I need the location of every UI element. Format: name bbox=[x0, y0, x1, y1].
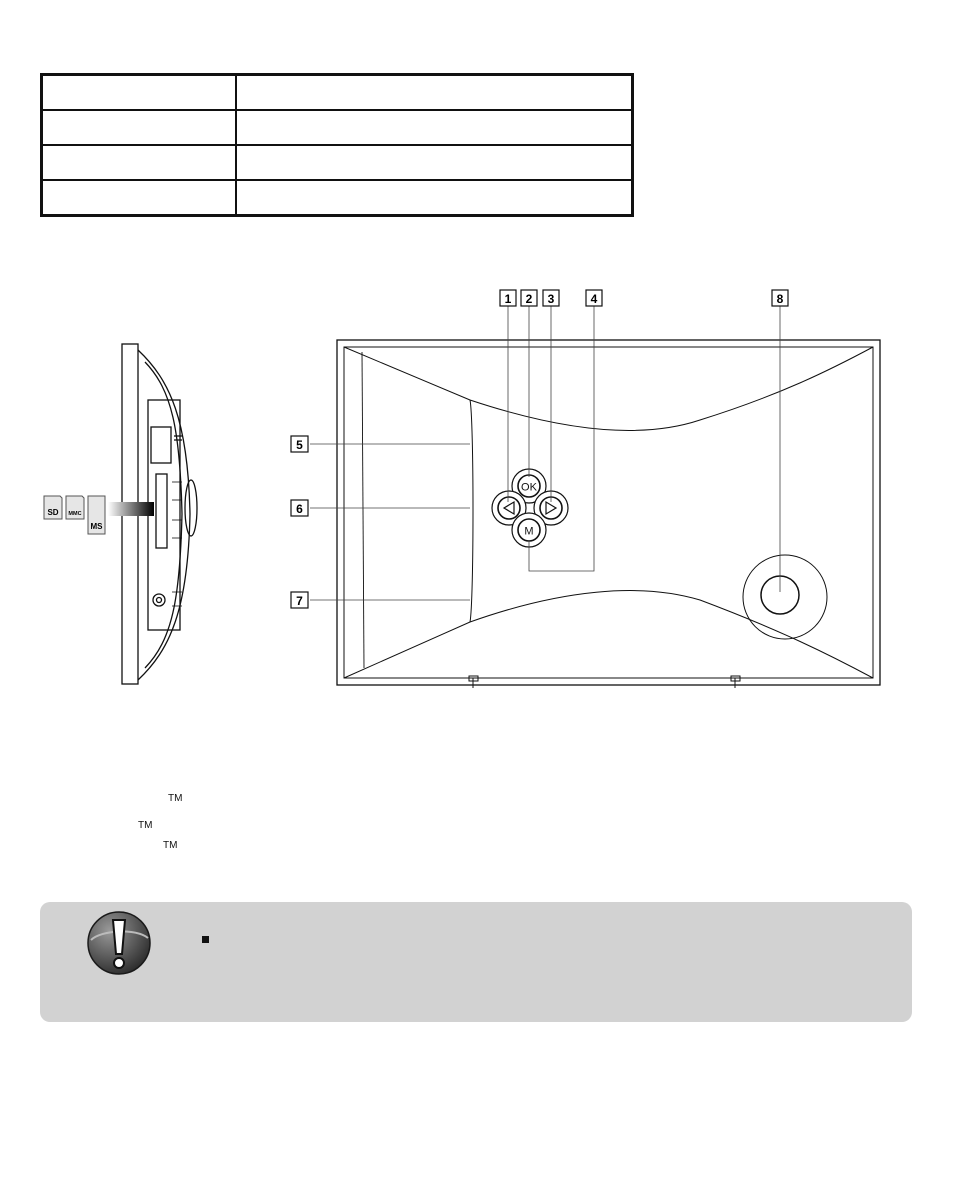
callout-6 bbox=[291, 500, 308, 516]
card-slot bbox=[156, 474, 167, 548]
front-button-panel-edge bbox=[470, 400, 473, 622]
device-diagram bbox=[0, 280, 954, 710]
ms-card-icon bbox=[88, 496, 105, 534]
callout-4 bbox=[586, 290, 602, 306]
front-frame-outer bbox=[337, 340, 880, 685]
svg-text:4: 4 bbox=[590, 292, 598, 306]
trademark-mark: TM bbox=[168, 793, 183, 804]
stand-mount-outer bbox=[743, 555, 827, 639]
mmc-card-icon bbox=[66, 496, 84, 519]
svg-text:7: 7 bbox=[296, 594, 303, 608]
sd-card-label: SD bbox=[47, 508, 59, 517]
table-cell-label bbox=[42, 145, 237, 180]
table-cell-value bbox=[236, 110, 633, 145]
svg-text:6: 6 bbox=[296, 502, 303, 516]
usb-port bbox=[151, 427, 171, 463]
svg-text:8: 8 bbox=[776, 292, 784, 306]
table-cell-label bbox=[42, 110, 237, 145]
table-cell-label bbox=[42, 180, 237, 216]
front-top-curve bbox=[344, 347, 873, 430]
trademark-mark: TM bbox=[138, 820, 153, 831]
card-insert-arrow bbox=[108, 502, 154, 516]
sd-card-icon bbox=[44, 496, 62, 519]
callout-2 bbox=[521, 290, 537, 306]
front-frame-inner bbox=[344, 347, 873, 678]
svg-text:1: 1 bbox=[504, 292, 512, 306]
menu-button-label: M bbox=[524, 525, 534, 538]
table-cell-label bbox=[42, 75, 237, 111]
table-row bbox=[42, 110, 633, 145]
warning-exclamation-icon bbox=[86, 910, 152, 976]
front-bottom-curve bbox=[344, 591, 873, 678]
front-view bbox=[337, 340, 880, 688]
table-row bbox=[42, 75, 633, 111]
table-row bbox=[42, 180, 633, 216]
table-cell-value bbox=[236, 145, 633, 180]
table-row bbox=[42, 145, 633, 180]
side-button-cluster bbox=[185, 480, 197, 536]
callout-3 bbox=[543, 290, 559, 306]
note-box bbox=[40, 902, 912, 1022]
ok-button-label: OK bbox=[521, 481, 537, 494]
callout-5 bbox=[291, 436, 308, 452]
ms-card-label: MS bbox=[90, 522, 103, 531]
callout-7 bbox=[291, 592, 308, 608]
svg-text:2: 2 bbox=[525, 292, 533, 306]
leader-lines bbox=[310, 306, 780, 600]
callout-1 bbox=[500, 290, 516, 306]
memory-card-icons bbox=[44, 496, 105, 534]
control-buttons bbox=[492, 469, 568, 547]
dc-in-port bbox=[153, 594, 165, 606]
svg-text:3: 3 bbox=[547, 292, 555, 306]
svg-text:5: 5 bbox=[296, 438, 303, 452]
trademark-mark: TM bbox=[163, 840, 178, 851]
note-bullet bbox=[202, 936, 209, 943]
callout-8 bbox=[772, 290, 788, 306]
table-cell-value bbox=[236, 180, 633, 216]
mmc-card-label: MMC bbox=[68, 511, 82, 517]
spec-table bbox=[40, 73, 634, 217]
table-cell-value bbox=[236, 75, 633, 111]
callouts bbox=[291, 290, 788, 608]
